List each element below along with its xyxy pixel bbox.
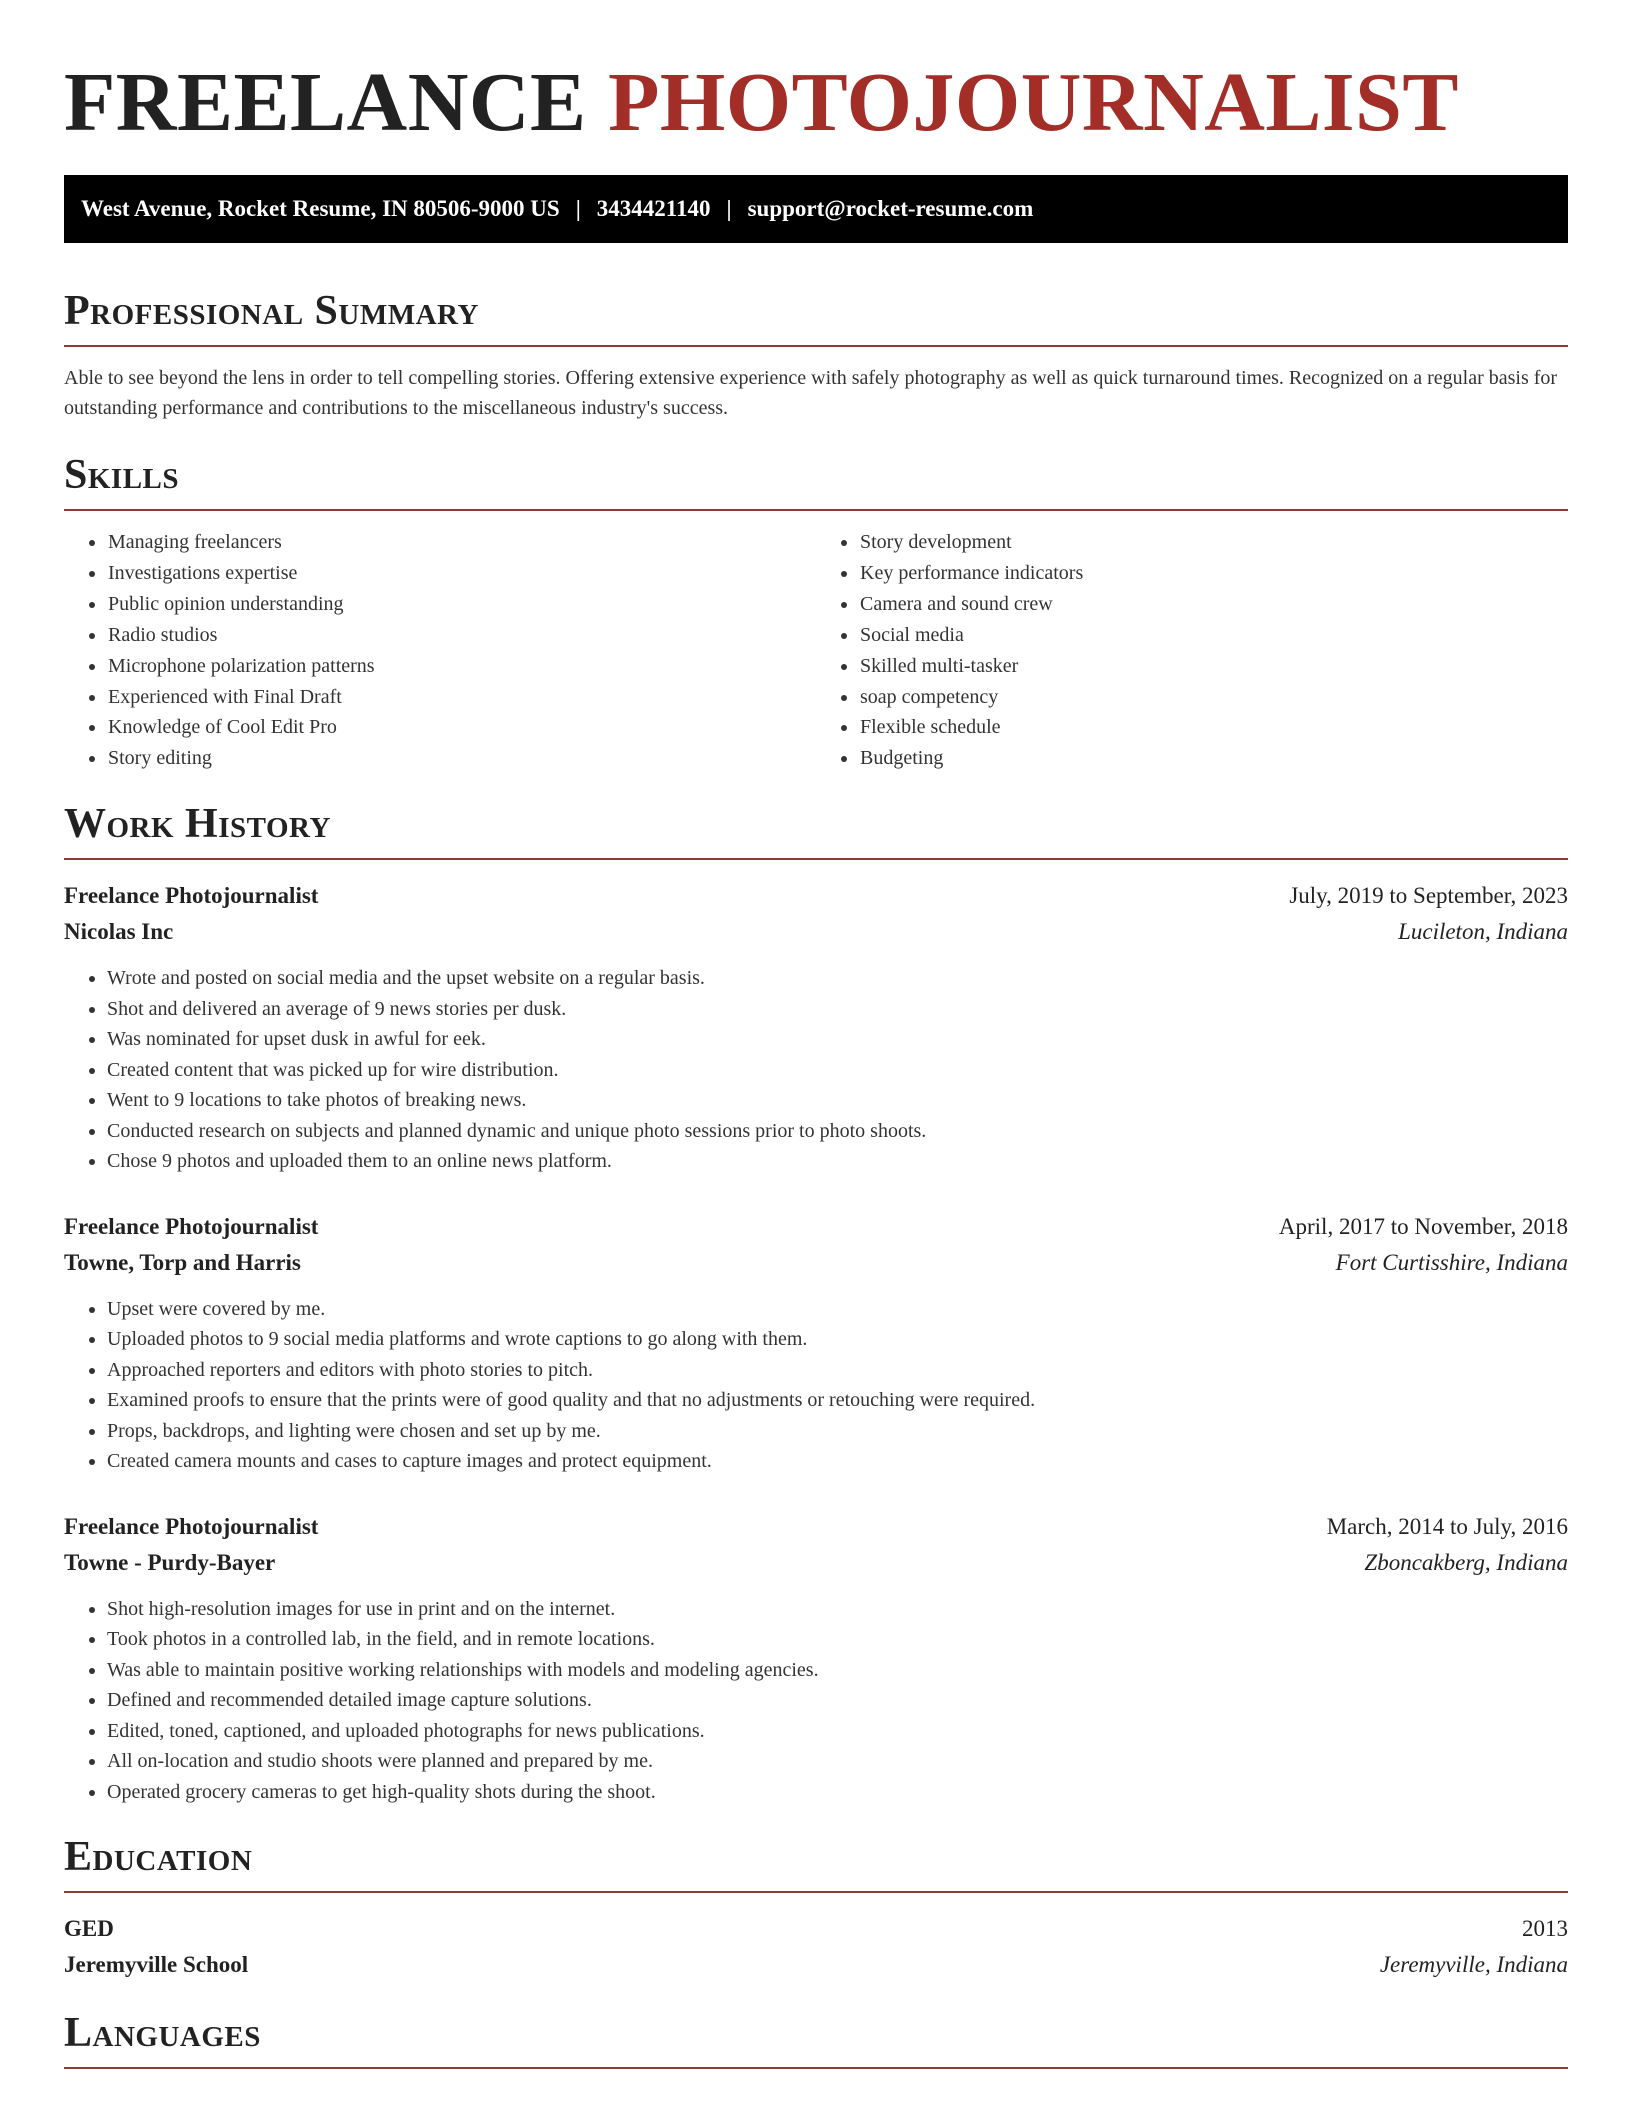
- skill-item: • Key performance indicators: [859, 558, 1568, 589]
- resume-title: [64, 55, 1568, 151]
- contact-separator: |: [575, 196, 581, 221]
- job-bullet: • Props, backdrops, and lighting were chosen and set up by me.: [107, 1416, 1568, 1447]
- education-heading: Education: [64, 1831, 1568, 1893]
- job-bullet: • Was nominated for upset dusk in awful for eek.: [107, 1024, 1568, 1055]
- job-company: Towne, Torp and Harris: [64, 1249, 301, 1275]
- job-bullet: • Edited, toned, captioned, and uploaded photographs for news publications.: [107, 1716, 1568, 1747]
- job-bullet: • Chose 9 photos and uploaded them to an online news platform.: [107, 1146, 1568, 1177]
- skill-item: • Investigations expertise: [107, 558, 816, 589]
- title-part-2: PHOTOJOURNALIST: [608, 56, 1459, 149]
- job-bullet: • Examined proofs to ensure that the prints were of good quality and that no adjustments or retouching were required.: [107, 1385, 1568, 1416]
- skill-item: • Knowledge of Cool Edit Pro: [107, 712, 816, 743]
- job-dates: April, 2017 to November, 2018: [1278, 1213, 1568, 1239]
- skill-item: • Camera and sound crew: [859, 589, 1568, 620]
- job-bullets: [64, 963, 1568, 1177]
- skills-heading: Skills: [64, 449, 1568, 511]
- job-company-row: [64, 914, 1568, 950]
- job-bullet: • Shot and delivered an average of 9 news stories per dusk.: [107, 994, 1568, 1025]
- job-company-row: [64, 1245, 1568, 1281]
- skills-list-left: [64, 527, 816, 774]
- education-entry: [64, 1911, 1568, 1983]
- languages-heading: Languages: [64, 2007, 1568, 2069]
- skill-item: • Experienced with Final Draft: [107, 682, 816, 713]
- job-title: Freelance Photojournalist: [64, 1213, 319, 1239]
- skill-item: • Flexible schedule: [859, 712, 1568, 743]
- job-bullet: • Conducted research on subjects and planned dynamic and unique photo sessions prior to photo shoots.: [107, 1116, 1568, 1147]
- job-location: Lucileton, Indiana: [1398, 919, 1568, 945]
- job-bullet: • Took photos in a controlled lab, in the field, and in remote locations.: [107, 1624, 1568, 1655]
- job-company: Towne - Purdy-Bayer: [64, 1549, 276, 1575]
- job-bullet: • Approached reporters and editors with photo stories to pitch.: [107, 1355, 1568, 1386]
- contact-separator: |: [726, 196, 732, 221]
- skill-item: • Managing freelancers: [107, 527, 816, 558]
- contact-phone: 3434421140: [596, 196, 711, 221]
- job-bullet: • Uploaded photos to 9 social media platforms and wrote captions to go along with them.: [107, 1324, 1568, 1355]
- contact-bar: [64, 175, 1568, 243]
- skill-item: • Public opinion understanding: [107, 589, 816, 620]
- job-bullet: • Was able to maintain positive working relationships with models and modeling agencies.: [107, 1655, 1568, 1686]
- skills-section: [64, 449, 1568, 774]
- job-bullet: • Created content that was picked up for wire distribution.: [107, 1055, 1568, 1086]
- job-bullet: • Defined and recommended detailed image capture solutions.: [107, 1685, 1568, 1716]
- skill-item: • soap competency: [859, 682, 1568, 713]
- job-bullet: • Shot high-resolution images for use in print and on the internet.: [107, 1594, 1568, 1625]
- job-entry: [64, 878, 1568, 1177]
- job-bullet: • Wrote and posted on social media and the upset website on a regular basis.: [107, 963, 1568, 994]
- job-dates: July, 2019 to September, 2023: [1289, 883, 1568, 909]
- job-location: Fort Curtisshire, Indiana: [1335, 1249, 1568, 1275]
- education-header-row: [64, 1911, 1568, 1947]
- job-header-row: [64, 1209, 1568, 1245]
- work-history-section: [64, 798, 1568, 1807]
- languages-section: [64, 2007, 1568, 2069]
- contact-address: West Avenue, Rocket Resume, IN 80506-9000 US: [81, 196, 560, 221]
- education-year: 2013: [1522, 1916, 1568, 1942]
- summary-text: Able to see beyond the lens in order to tell compelling stories. Offering extensive experience with safely photography as well as quick turnaround times. Recognized on a regular basis for outstanding performance and contributions to the miscellaneous industry's success.: [64, 367, 1558, 419]
- contact-email: support@rocket-resume.com: [747, 196, 1034, 221]
- job-bullet: • Went to 9 locations to take photos of breaking news.: [107, 1085, 1568, 1116]
- education-school-row: [64, 1947, 1568, 1983]
- work-history-heading: Work History: [64, 798, 1568, 860]
- job-location: Zboncakberg, Indiana: [1364, 1549, 1568, 1575]
- job-dates: March, 2014 to July, 2016: [1326, 1513, 1568, 1539]
- job-entry: [64, 1509, 1568, 1808]
- skill-item: • Story development: [859, 527, 1568, 558]
- job-header-row: [64, 1509, 1568, 1545]
- education-location: Jeremyville, Indiana: [1379, 1952, 1568, 1978]
- summary-heading: Professional Summary: [64, 285, 1568, 347]
- skill-item: • Story editing: [107, 743, 816, 774]
- job-title: Freelance Photojournalist: [64, 883, 319, 909]
- skills-list-right: [816, 527, 1568, 774]
- job-bullet: • All on-location and studio shoots were planned and prepared by me.: [107, 1746, 1568, 1777]
- job-bullet: • Operated grocery cameras to get high-quality shots during the shoot.: [107, 1777, 1568, 1808]
- education-school: Jeremyville School: [64, 1952, 249, 1978]
- job-company: Nicolas Inc: [64, 919, 174, 945]
- job-bullets: [64, 1594, 1568, 1808]
- job-title: Freelance Photojournalist: [64, 1513, 319, 1539]
- education-degree: GED: [64, 1916, 114, 1942]
- skill-item: • Microphone polarization patterns: [107, 651, 816, 682]
- job-bullets: [64, 1294, 1568, 1477]
- job-bullet: • Upset were covered by me.: [107, 1294, 1568, 1325]
- skills-grid: [64, 527, 1568, 774]
- job-header-row: [64, 878, 1568, 914]
- job-bullet: • Created camera mounts and cases to capture images and protect equipment.: [107, 1446, 1568, 1477]
- education-section: [64, 1831, 1568, 1983]
- skill-item: • Radio studios: [107, 620, 816, 651]
- job-entry: [64, 1209, 1568, 1477]
- title-part-1: FREELANCE: [64, 56, 587, 149]
- job-company-row: [64, 1545, 1568, 1581]
- summary-section: [64, 285, 1568, 423]
- skill-item: • Budgeting: [859, 743, 1568, 774]
- skill-item: • Skilled multi-tasker: [859, 651, 1568, 682]
- skill-item: • Social media: [859, 620, 1568, 651]
